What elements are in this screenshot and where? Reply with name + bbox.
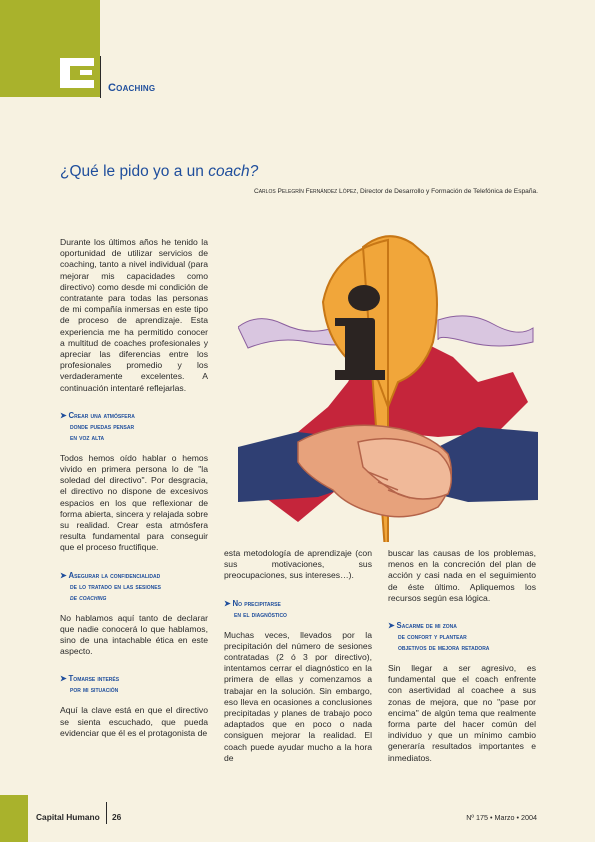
- subheading-5-line-1: Sacarme de mi zona: [396, 621, 457, 631]
- subheading-4-line-2: en el diagnóstico: [234, 609, 287, 619]
- subheading-1: [60, 410, 208, 443]
- paragraph: Aquí la clave está en que el directivo se sienta escuchado, que pueda evidenciar que él es el protagonista de: [60, 705, 208, 738]
- issue-info: Nº 175 • Marzo • 2004: [466, 813, 537, 822]
- subheading-5: [388, 620, 536, 653]
- arrow-icon: ➤: [60, 410, 67, 420]
- subheading-3-line-2: por mi situación: [70, 685, 119, 695]
- paragraph: esta metodología de aprendizaje (con sus motivaciones, sus preocupaciones, sus intereses…).: [224, 548, 372, 581]
- footer-color-block: [0, 795, 28, 842]
- subheading-5-line-3: objetivos de mejora retadora: [398, 643, 490, 653]
- subheading-2-line-3: de coaching: [70, 592, 107, 602]
- byline-role: , Director de Desarrollo y Formación de Telefónica de España.: [356, 188, 538, 195]
- paragraph: No hablamos aquí tanto de declarar que nadie conocerá lo que hablamos, sino de una intachable ética en este aspecto.: [60, 612, 208, 657]
- header-divider: [100, 56, 101, 98]
- column-3: [388, 548, 536, 773]
- section-name: Coaching: [108, 82, 156, 94]
- subheading-5-line-2: de confort y plantear: [398, 632, 467, 642]
- footer-divider: [106, 802, 107, 824]
- handshake-illustration: [238, 232, 538, 542]
- paragraph: buscar las causas de los problemas, menos en la concreción del plan de acción y casi nada en el seguimiento de éste último. Apliquemos los recursos según esa lógica.: [388, 548, 536, 603]
- column-1: [60, 237, 208, 748]
- arrow-icon: ➤: [224, 598, 231, 608]
- arrow-icon: ➤: [60, 674, 67, 684]
- subheading-1-line-3: en voz alta: [70, 432, 105, 442]
- subheading-1-line-1: Crear una atmósfera: [68, 410, 135, 420]
- magazine-name: Capital Humano: [36, 812, 100, 822]
- byline-author: Carlos Pelegrín Fernández López: [253, 188, 357, 195]
- subheading-4: [224, 598, 372, 620]
- subheading-2-line-2: de lo tratado en las sesiones: [70, 581, 161, 591]
- subheading-1-line-2: donde puedas pensar: [70, 421, 135, 431]
- arrow-icon: ➤: [388, 621, 395, 631]
- title-main: ¿Qué le pido yo a un: [60, 163, 209, 180]
- arrow-icon: ➤: [60, 570, 67, 580]
- paragraph: Todos hemos oído hablar o hemos vivido en primera persona lo de "la soledad del directivo". Por desgracia, el directivo no dispone de excesivos espacios en los que reflexionar de forma abierta, sincera y relajada sobre su realidad. Crear esta atmósfera resulta fundamental para conseguir que el proceso fructifique.: [60, 452, 208, 553]
- byline: [254, 188, 538, 195]
- title-emphasis: coach?: [208, 163, 259, 180]
- article-title: [60, 163, 258, 181]
- column-2: [224, 548, 372, 773]
- paragraph: Sin llegar a ser agresivo, es fundamental que el coach enfrente con asertividad al coachee a sus zonas de mejora, que no "pase por encima" de algún tema que realmente forma parte del hacer común del individuo y que un mínimo cambio generaría resultados importantes e inmediatos.: [388, 663, 536, 763]
- page-number: 26: [112, 812, 122, 822]
- subheading-2: [60, 570, 208, 603]
- paragraph: Muchas veces, llevados por la precipitación del número de sesiones contratadas (2 ó 3 por directivo), intentamos cerrar el diagnóstico en la primera de ellas y comenzamos a trabajar en la solución. Sin embargo, eso lleva en ocasiones a conclusiones precipitadas y planes de trabajo poco adaptados que en poco o nada consiguen mejorar la realidad. El coach puede ayudar mucho a la hora de: [224, 629, 372, 763]
- subheading-3: [60, 673, 208, 695]
- subheading-3-line-1: Tomarse interés: [68, 674, 120, 684]
- intro-paragraph: Durante los últimos años he tenido la oportunidad de utilizar servicios de coaching, tanto a nivel individual (para mejorar mis capacidades como directivo) como desde mi condición de contratante para todas las personas de mi compañía inmersas en este tipo de proceso de aprendizaje. Esta experiencia me ha permitido conocer a multitud de coaches profesionales y apreciar las diferencias entre los profesionales promedio y los verdaderamente excelentes. A continuación intentaré reflejarlas.: [60, 237, 208, 393]
- section-logo-icon: [56, 50, 98, 94]
- subheading-2-line-1: Asegurar la confidencialidad: [68, 570, 161, 580]
- subheading-4-line-1: No precipitarse: [232, 598, 281, 608]
